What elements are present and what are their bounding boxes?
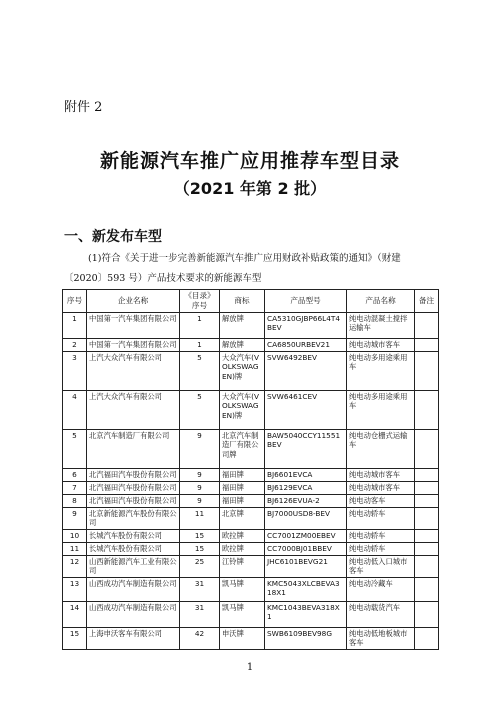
table-row	[63, 542, 439, 555]
cell-brand: 解放牌	[220, 313, 265, 339]
cell-remark	[415, 601, 439, 627]
cell-remark	[415, 542, 439, 555]
cell-company: 北京汽车制造厂有限公司	[87, 430, 180, 469]
table-row	[63, 482, 439, 495]
table-header-row	[63, 290, 439, 313]
cell-model: CC7000BJ01BBEV	[265, 542, 347, 555]
cell-brand: 凯马牌	[220, 577, 265, 601]
cell-brand: 欧拉牌	[220, 529, 265, 542]
document-title: 新能源汽车推广应用推荐车型目录	[99, 150, 400, 172]
cell-catalog-no: 15	[180, 542, 220, 555]
table-row	[63, 555, 439, 577]
document-subtitle: （2021 年第 2 批）	[173, 179, 327, 198]
cell-remark	[415, 577, 439, 601]
cell-company: 北汽福田汽车股份有限公司	[87, 469, 180, 482]
cell-product-name: 纯电动城市客车	[347, 469, 415, 482]
cell-index: 12	[63, 555, 87, 577]
cell-brand: 凯马牌	[220, 601, 265, 627]
cell-remark	[415, 508, 439, 530]
cell-product-name: 纯电动客车	[347, 495, 415, 508]
cell-catalog-no: 31	[180, 601, 220, 627]
cell-catalog-no: 9	[180, 430, 220, 469]
table-row	[63, 339, 439, 352]
cell-company: 上海申沃客车有限公司	[87, 627, 180, 649]
cell-index: 2	[63, 339, 87, 352]
section-heading: 一、新发布车型	[64, 229, 162, 245]
cell-catalog-no: 1	[180, 339, 220, 352]
cell-remark	[415, 313, 439, 339]
cell-remark	[415, 627, 439, 649]
cell-model: SWB6109BEV98G	[265, 627, 347, 649]
cell-model: BAW5040CCY11551BEV	[265, 430, 347, 469]
cell-brand: 福田牌	[220, 482, 265, 495]
vehicle-table	[62, 289, 439, 650]
cell-product-name: 纯电动轿车	[347, 508, 415, 530]
cell-model: KMC5043XLCBEVA318X1	[265, 577, 347, 601]
cell-company: 长城汽车股份有限公司	[87, 542, 180, 555]
cell-model: CC7001ZM00EBEV	[265, 529, 347, 542]
cell-index: 1	[63, 313, 87, 339]
cell-model: BJ7000USD8-BEV	[265, 508, 347, 530]
cell-brand: 北京汽车制造厂有限公司牌	[220, 430, 265, 469]
cell-company: 上汽大众汽车有限公司	[87, 391, 180, 430]
cell-brand: 江铃牌	[220, 555, 265, 577]
cell-company: 中国第一汽车集团有限公司	[87, 339, 180, 352]
table-row	[63, 469, 439, 482]
cell-company: 北京新能源汽车股份有限公司	[87, 508, 180, 530]
cell-product-name: 纯电动仓栅式运输车	[347, 430, 415, 469]
cell-brand: 解放牌	[220, 339, 265, 352]
cell-model: CA6850URBEV21	[265, 339, 347, 352]
cell-company: 北汽福田汽车股份有限公司	[87, 495, 180, 508]
header-brand: 商标	[220, 290, 265, 313]
cell-index: 13	[63, 577, 87, 601]
cell-model: CA5310GJBP66L4T4BEV	[265, 313, 347, 339]
cell-index: 11	[63, 542, 87, 555]
cell-product-name: 纯电动城市客车	[347, 339, 415, 352]
header-model: 产品型号	[265, 290, 347, 313]
cell-model: JHC6101BEVG21	[265, 555, 347, 577]
cell-catalog-no: 5	[180, 352, 220, 391]
cell-product-name: 纯电动低地板城市客车	[347, 627, 415, 649]
cell-model: SVW6461CEV	[265, 391, 347, 430]
cell-company: 中国第一汽车集团有限公司	[87, 313, 180, 339]
cell-company: 北汽福田汽车股份有限公司	[87, 482, 180, 495]
cell-model: BJ6601EVCA	[265, 469, 347, 482]
table-row	[63, 430, 439, 469]
cell-catalog-no: 15	[180, 529, 220, 542]
cell-model: KMC1043BEVA318X1	[265, 601, 347, 627]
cell-catalog-no: 9	[180, 495, 220, 508]
page-number: 1	[246, 662, 254, 673]
cell-company: 山西新能源汽车工业有限公司	[87, 555, 180, 577]
table-row	[63, 391, 439, 430]
cell-company: 上汽大众汽车有限公司	[87, 352, 180, 391]
cell-company: 长城汽车股份有限公司	[87, 529, 180, 542]
cell-remark	[415, 339, 439, 352]
cell-index: 7	[63, 482, 87, 495]
note-line-1: (1)符合《关于进一步完善新能源汽车推广应用财政补贴政策的通知》（财建	[88, 253, 401, 264]
cell-product-name: 纯电动轿车	[347, 529, 415, 542]
table-row	[63, 313, 439, 339]
cell-company: 山西成功汽车制造有限公司	[87, 577, 180, 601]
cell-model: BJ6126EVUA-2	[265, 495, 347, 508]
header-index: 序号	[63, 290, 87, 313]
cell-remark	[415, 495, 439, 508]
cell-brand: 福田牌	[220, 469, 265, 482]
cell-product-name: 纯电动低入口城市客车	[347, 555, 415, 577]
cell-brand: 北京牌	[220, 508, 265, 530]
cell-index: 14	[63, 601, 87, 627]
cell-catalog-no: 1	[180, 313, 220, 339]
cell-catalog-no: 9	[180, 482, 220, 495]
cell-index: 8	[63, 495, 87, 508]
header-product-name: 产品名称	[347, 290, 415, 313]
cell-remark	[415, 529, 439, 542]
table-row	[63, 627, 439, 649]
cell-index: 15	[63, 627, 87, 649]
cell-index: 3	[63, 352, 87, 391]
cell-product-name: 纯电动多用途乘用车	[347, 391, 415, 430]
cell-index: 10	[63, 529, 87, 542]
cell-product-name: 纯电动多用途乘用车	[347, 352, 415, 391]
cell-index: 4	[63, 391, 87, 430]
cell-catalog-no: 31	[180, 577, 220, 601]
cell-brand: 福田牌	[220, 495, 265, 508]
table-row	[63, 601, 439, 627]
note-line-2: 〔2020〕593 号）产品技术要求的新能源车型	[64, 273, 262, 284]
table-row	[63, 529, 439, 542]
table-row	[63, 495, 439, 508]
table-row	[63, 577, 439, 601]
cell-catalog-no: 11	[180, 508, 220, 530]
table-row	[63, 508, 439, 530]
cell-index: 6	[63, 469, 87, 482]
header-company: 企业名称	[87, 290, 180, 313]
cell-model: BJ6129EVCA	[265, 482, 347, 495]
header-catalog-no: 《目录》序号	[180, 290, 220, 313]
cell-brand: 欧拉牌	[220, 542, 265, 555]
cell-product-name: 纯电动轿车	[347, 542, 415, 555]
cell-catalog-no: 9	[180, 469, 220, 482]
table-row	[63, 352, 439, 391]
cell-catalog-no: 25	[180, 555, 220, 577]
cell-remark	[415, 352, 439, 391]
cell-index: 9	[63, 508, 87, 530]
cell-catalog-no: 42	[180, 627, 220, 649]
cell-remark	[415, 555, 439, 577]
cell-product-name: 纯电动混凝土搅拌运输车	[347, 313, 415, 339]
cell-brand: 申沃牌	[220, 627, 265, 649]
attachment-label: 附件 2	[64, 100, 103, 115]
cell-product-name: 纯电动载货汽车	[347, 601, 415, 627]
cell-remark	[415, 391, 439, 430]
cell-company: 山西成功汽车制造有限公司	[87, 601, 180, 627]
cell-product-name: 纯电动冷藏车	[347, 577, 415, 601]
cell-remark	[415, 430, 439, 469]
cell-remark	[415, 469, 439, 482]
cell-brand: 大众汽车(VOLKSWAGEN)牌	[220, 352, 265, 391]
header-remark: 备注	[415, 290, 439, 313]
cell-brand: 大众汽车(VOLKSWAGEN)牌	[220, 391, 265, 430]
cell-model: SVW6492BEV	[265, 352, 347, 391]
cell-remark	[415, 482, 439, 495]
cell-catalog-no: 5	[180, 391, 220, 430]
cell-product-name: 纯电动城市客车	[347, 482, 415, 495]
cell-index: 5	[63, 430, 87, 469]
